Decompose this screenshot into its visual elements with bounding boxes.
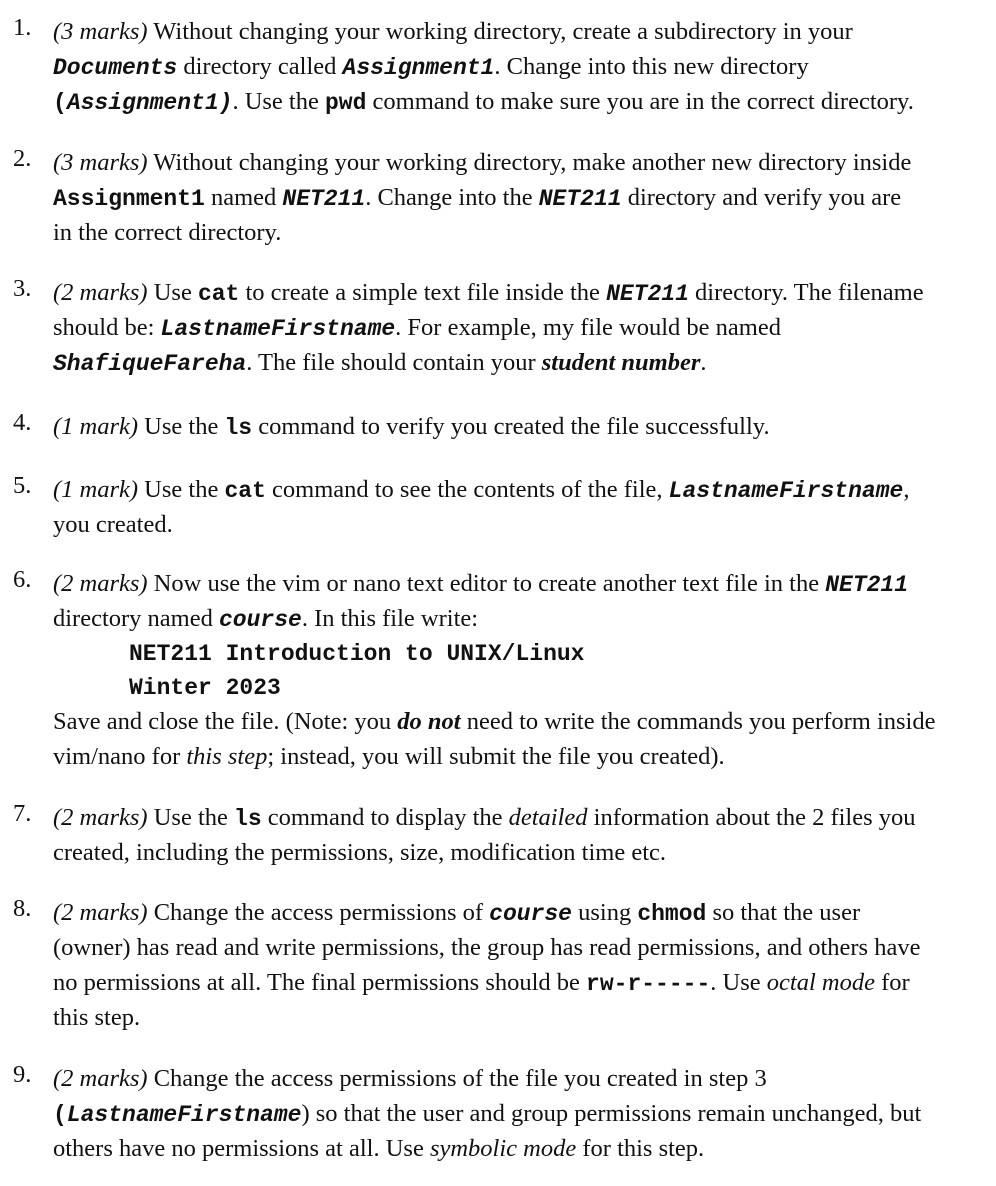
text-line: [53, 180, 988, 215]
directory-name: NET211: [825, 572, 909, 598]
question-number: 2.: [13, 145, 32, 172]
emphasis: student number: [541, 349, 701, 376]
text-line: [53, 965, 988, 1000]
text-run: so that the user: [706, 899, 861, 926]
text-run: (owner) has read and write permissions, the group has read permissions, and others have: [53, 934, 921, 961]
text-run: information about the 2 files you: [587, 804, 916, 831]
paren: (: [53, 90, 67, 116]
text-run: in the correct directory.: [53, 219, 282, 246]
command-name: pwd: [325, 90, 367, 116]
text-run: command to verify you created the file successfully.: [252, 413, 770, 440]
text-run: others have no permissions at all. Use: [53, 1135, 430, 1162]
text-run: . Change into this new directory: [494, 53, 809, 80]
text-run: directory called: [177, 53, 343, 80]
code-line: [53, 636, 988, 670]
text-run: named: [204, 184, 283, 211]
text-line: [53, 84, 988, 119]
text-line: [53, 566, 988, 601]
command-name: cat: [197, 281, 240, 307]
file-name: ShafiqueFareha: [53, 351, 247, 377]
question-text: [53, 409, 988, 444]
question-text: [53, 472, 988, 542]
text-line: [53, 704, 988, 739]
question-text: [53, 895, 988, 1035]
text-run: directory and verify you are: [621, 184, 902, 211]
text-line: [53, 601, 988, 636]
emphasis: octal mode: [766, 969, 875, 996]
marks-label: (2 marks): [53, 570, 148, 597]
command-name: cat: [224, 478, 266, 504]
question-number: 8.: [13, 895, 32, 922]
question-text: [53, 14, 988, 119]
text-run: . For example, my file would be named: [395, 314, 781, 341]
text-line: [53, 472, 988, 507]
text-run: . Use the: [232, 88, 325, 115]
question-text: [53, 275, 988, 380]
question-number: 5.: [13, 472, 32, 499]
question-text: [53, 1061, 988, 1166]
directory-name: NET211: [538, 186, 622, 212]
question-text: [53, 566, 988, 774]
text-run: to create a simple text file inside the: [239, 279, 607, 306]
text-run: Change the access permissions of: [147, 899, 490, 926]
command-name: ls: [224, 415, 253, 441]
code-line: [53, 670, 988, 704]
marks-label: (1 mark): [53, 476, 139, 503]
text-run: vim/nano for: [53, 743, 187, 770]
emphasis: symbolic mode: [429, 1135, 577, 1162]
file-name: LastnameFirstname: [160, 316, 396, 342]
question-text: [53, 800, 988, 870]
question-number: 1.: [13, 14, 32, 41]
file-name: course: [219, 607, 302, 633]
text-line: [53, 1061, 988, 1096]
text-line: [53, 930, 988, 965]
text-line: [53, 14, 988, 49]
paren: (: [53, 1102, 67, 1128]
text-line: [53, 145, 988, 180]
text-run: Now use the vim or nano text editor to create another text file in the: [147, 570, 826, 597]
directory-name: NET211: [606, 281, 689, 307]
text-run: command to see the contents of the file,: [265, 476, 669, 503]
text-line: [53, 835, 988, 870]
text-line: [53, 275, 988, 310]
text-run: .: [700, 349, 707, 376]
marks-label: (1 mark): [53, 413, 139, 440]
text-run: created, including the permissions, size, modification time etc.: [53, 839, 667, 866]
question-number: 9.: [13, 1061, 32, 1088]
text-line: [53, 800, 988, 835]
paren: ): [301, 1100, 310, 1127]
text-run: . Use: [710, 969, 767, 996]
text-run: Without changing your working directory, create a subdirectory in your: [147, 18, 853, 45]
marks-label: (3 marks): [53, 18, 148, 45]
text-line: [53, 895, 988, 930]
file-name: LastnameFirstname: [668, 478, 904, 504]
text-line: [53, 1000, 988, 1035]
text-line: [53, 215, 988, 250]
text-run: . The file should contain your: [246, 349, 542, 376]
question-number: 6.: [13, 566, 32, 593]
question-number: 7.: [13, 800, 32, 827]
text-run: should be:: [53, 314, 161, 341]
text-run: Use the: [138, 413, 225, 440]
text-run: Use the: [147, 804, 235, 831]
text-line: [53, 310, 988, 345]
directory-name: NET211: [282, 186, 366, 212]
text-line: [53, 507, 988, 542]
question-number: 4.: [13, 409, 32, 436]
emphasis: this step: [186, 743, 268, 770]
text-run: command to display the: [261, 804, 509, 831]
text-run: need to write the commands you perform inside: [460, 708, 936, 735]
permission-string: rw-r-----: [586, 971, 711, 997]
text-run: . In this file write:: [301, 605, 479, 632]
emphasis: do not: [397, 708, 461, 735]
text-run: directory named: [53, 605, 219, 632]
text-line: [53, 1096, 988, 1131]
marks-label: (2 marks): [53, 1065, 148, 1092]
paren: ): [218, 90, 233, 116]
question-text: [53, 145, 988, 250]
file-name: course: [489, 901, 572, 927]
text-run: Change the access permissions of the file you created in step 3: [147, 1065, 767, 1092]
directory-name: Assignment1: [66, 90, 219, 116]
text-run: so that the user and group permissions remain unchanged, but: [309, 1100, 922, 1127]
text-run: using: [571, 899, 638, 926]
file-content-line: Winter 2023: [129, 675, 281, 701]
marks-label: (2 marks): [53, 899, 148, 926]
directory-name: Documents: [53, 55, 178, 81]
text-line: [53, 49, 988, 84]
text-run: Use the: [138, 476, 225, 503]
marks-label: (2 marks): [53, 279, 148, 306]
text-run: for: [874, 969, 910, 996]
text-run: Use: [147, 279, 198, 306]
text-run: directory. The filename: [688, 279, 924, 306]
emphasis: detailed: [508, 804, 588, 831]
text-run: for this step.: [576, 1135, 705, 1162]
text-run: . Change into the: [365, 184, 539, 211]
text-line: [53, 409, 988, 444]
question-number: 3.: [13, 275, 32, 302]
marks-label: (2 marks): [53, 804, 148, 831]
text-run: command to make sure you are in the correct directory.: [366, 88, 914, 115]
command-name: ls: [234, 806, 262, 832]
file-name: LastnameFirstname: [66, 1102, 302, 1128]
command-name: chmod: [637, 901, 707, 927]
text-run: Save and close the file. (Note: you: [53, 708, 398, 735]
marks-label: (3 marks): [53, 149, 148, 176]
text-line: [53, 345, 988, 380]
text-line: [53, 739, 988, 774]
text-run: ,: [903, 476, 910, 503]
directory-name: Assignment1: [53, 186, 205, 212]
text-run: no permissions at all. The final permissions should be: [53, 969, 587, 996]
file-content-line: NET211 Introduction to UNIX/Linux: [129, 641, 585, 667]
text-run: you created.: [53, 511, 173, 538]
text-run: Without changing your working directory, make another new directory inside: [147, 149, 912, 176]
directory-name: Assignment1: [342, 55, 495, 81]
text-run: this step.: [53, 1004, 141, 1031]
text-line: [53, 1131, 988, 1166]
text-run: ; instead, you will submit the file you created).: [267, 743, 725, 770]
